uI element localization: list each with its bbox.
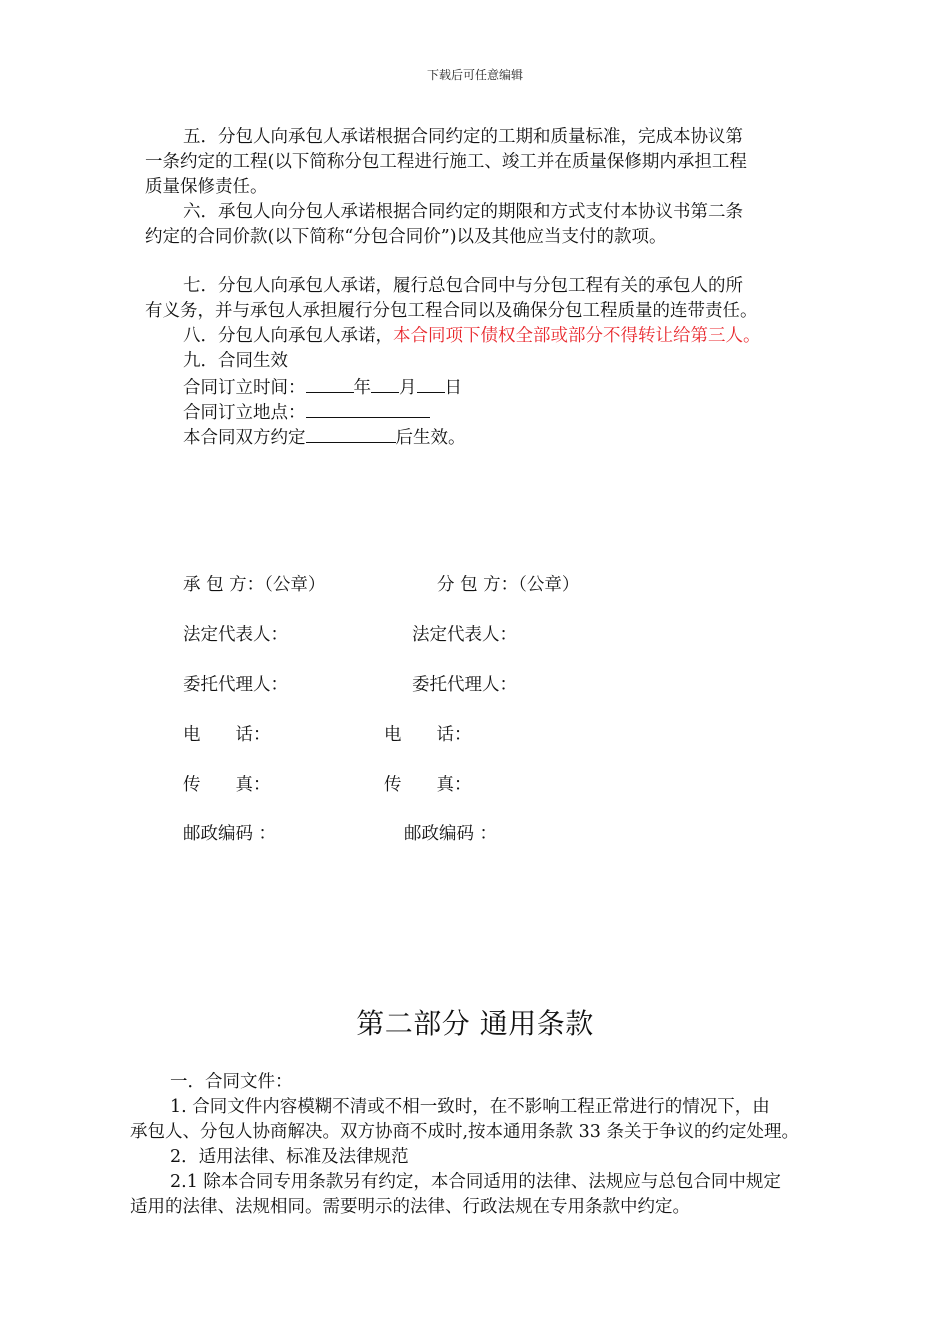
year-blank[interactable] <box>306 374 354 393</box>
year-label: 年 <box>353 378 371 398</box>
contractor-agent-label: 委托代理人： <box>183 675 288 695</box>
section-2-heading: 2．适用法律、标准及法律规范 <box>170 1147 409 1167</box>
section-2-para-line-1: 2.1 除本合同专用条款另有约定，本合同适用的法律、法规应与总包合同中规定 <box>170 1172 781 1192</box>
contract-effect-line <box>183 424 466 450</box>
subcontractor-postcode-label: 邮政编码 ： <box>404 824 498 844</box>
clause-7-line-2: 有义务，并与承包人承担履行分包工程合同以及确保分包工程质量的连带责任。 <box>145 301 758 321</box>
subcontractor-seal-label: 分 包 方：（公章） <box>437 575 580 595</box>
contractor-legal-rep-label: 法定代表人： <box>183 625 288 645</box>
clause-5-line-1: 五．分包人向承包人承诺根据合同约定的工期和质量标准，完成本协议第 <box>183 127 743 147</box>
place-blank[interactable] <box>306 399 430 418</box>
clause-8-highlight: 本合同项下债权全部或部分不得转让给第三人。 <box>393 326 761 346</box>
subcontractor-agent-label: 委托代理人： <box>412 675 517 695</box>
section-1-para-line-2: 承包人、分包人协商解决。双方协商不成时,按本通用条款 33 条关于争议的约定处理。 <box>130 1122 799 1142</box>
contract-effect-prefix: 本合同双方约定 <box>183 428 306 448</box>
contract-place-label: 合同订立地点： <box>183 403 306 423</box>
clause-8-prefix: 八．分包人向承包人承诺， <box>183 326 393 346</box>
section-1-para-line-1: 1. 合同文件内容模糊不清或不相一致时，在不影响工程正常进行的情况下，由 <box>170 1097 770 1117</box>
clause-5-line-2: 一条约定的工程(以下简称分包工程进行施工、竣工并在质量保修期内承担工程 <box>145 152 747 172</box>
section-1-heading: 一．合同文件： <box>170 1072 293 1092</box>
section-2-para-line-2: 适用的法律、法规相同。需要明示的法律、行政法规在专用条款中约定。 <box>130 1197 690 1217</box>
contractor-phone-label: 电 话： <box>183 725 271 745</box>
part-two-title: 第二部分 通用条款 <box>356 1007 594 1040</box>
clause-8 <box>183 324 761 348</box>
subcontractor-legal-rep-label: 法定代表人： <box>412 625 517 645</box>
clause-7-line-1: 七．分包人向承包人承诺，履行总包合同中与分包工程有关的承包人的所 <box>183 276 743 296</box>
month-blank[interactable] <box>371 374 399 393</box>
subcontractor-fax-label: 传 真： <box>384 775 472 795</box>
page-header: 下载后可任意编辑 <box>426 68 523 82</box>
contractor-postcode-label: 邮政编码 ： <box>183 824 277 844</box>
contractor-fax-label: 传 真： <box>183 775 271 795</box>
effect-blank[interactable] <box>306 424 396 443</box>
contract-date-line <box>183 374 462 400</box>
day-label: 日 <box>444 378 462 398</box>
clause-9-title: 九．合同生效 <box>183 351 288 371</box>
day-blank[interactable] <box>417 374 445 393</box>
contract-place-line <box>183 399 430 425</box>
month-label: 月 <box>399 378 417 398</box>
contract-effect-suffix: 后生效。 <box>395 428 466 448</box>
clause-5-line-3: 质量保修责任。 <box>145 177 268 197</box>
clause-6-line-1: 六．承包人向分包人承诺根据合同约定的期限和方式支付本协议书第二条 <box>183 202 743 222</box>
contractor-seal-label: 承 包 方：（公章） <box>183 575 326 595</box>
subcontractor-phone-label: 电 话： <box>384 725 472 745</box>
clause-6-line-2: 约定的合同价款(以下简称“分包合同价”)以及其他应当支付的款项。 <box>145 227 667 247</box>
contract-date-label: 合同订立时间： <box>183 378 306 398</box>
